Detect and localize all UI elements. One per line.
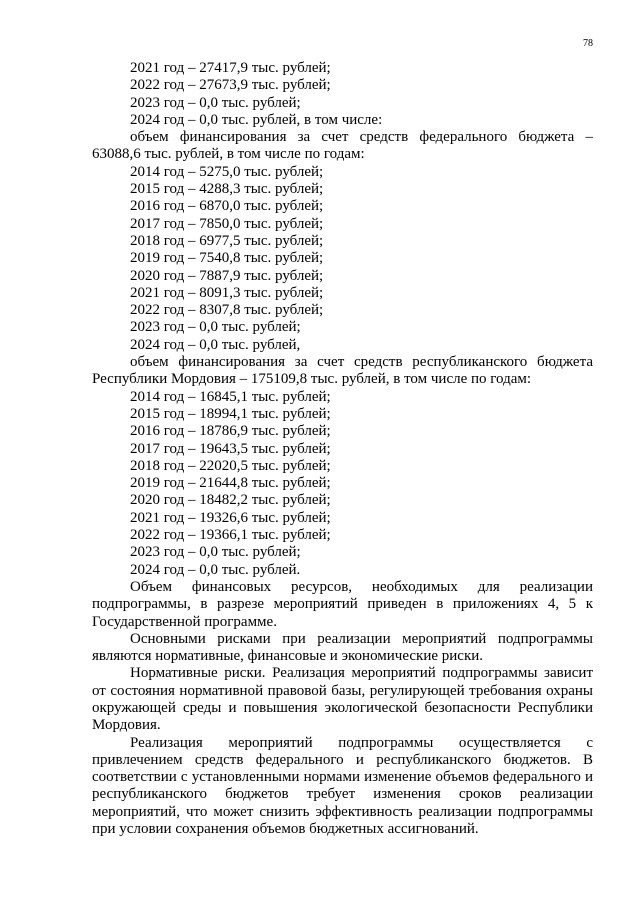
federal-year-line: 2016 год – 6870,0 тыс. рублей;: [130, 198, 324, 215]
federal-year-line: 2021 год – 8091,3 тыс. рублей;: [130, 284, 324, 301]
federal-year-line: 2014 год – 5275,0 тыс. рублей;: [130, 163, 324, 180]
normative-risks-paragraph: Нормативные риски. Реализация мероприятий подпрограммы зависит от состояния нормативной правовой базы, регулирующей требования охраны окружающей среды и повышения экологической безопасности Республики Мордовия.: [92, 665, 593, 734]
federal-year-line: 2018 год – 6977,5 тыс. рублей;: [130, 232, 324, 249]
republic-year-line: 2022 год – 19366,1 тыс. рублей;: [130, 527, 331, 544]
republic-year-line: 2014 год – 16845,1 тыс. рублей;: [130, 388, 331, 405]
document-body: [92, 60, 593, 838]
republic-year-line: 2017 год – 19643,5 тыс. рублей;: [130, 440, 331, 457]
republic-year-line: 2019 год – 21644,8 тыс. рублей;: [130, 475, 331, 492]
funding-line: 2023 год – 0,0 тыс. рублей;: [130, 94, 301, 111]
federal-year-line: 2015 год – 4288,3 тыс. рублей;: [130, 181, 324, 198]
federal-year-line: 2017 год – 7850,0 тыс. рублей;: [130, 215, 324, 232]
federal-year-line: 2023 год – 0,0 тыс. рублей;: [130, 319, 301, 336]
republic-year-line: 2023 год – 0,0 тыс. рублей;: [130, 544, 301, 561]
resources-paragraph: Объем финансовых ресурсов, необходимых для реализации подпрограммы, в разрезе мероприятий приведен в приложениях 4, 5 к Государственной программе.: [92, 578, 593, 630]
federal-year-line: 2019 год – 7540,8 тыс. рублей;: [130, 250, 324, 267]
federal-year-line: 2020 год – 7887,9 тыс. рублей;: [130, 267, 324, 284]
funding-line: 2024 год – 0,0 тыс. рублей, в том числе:: [130, 111, 383, 128]
funding-line: 2021 год – 27417,9 тыс. рублей;: [130, 60, 331, 76]
federal-budget-intro: объем финансирования за счет средств федерального бюджета – 63088,6 тыс. рублей, в том числе по годам:: [92, 129, 593, 163]
federal-year-line: 2022 год – 8307,8 тыс. рублей;: [130, 302, 324, 319]
federal-year-line: 2024 год – 0,0 тыс. рублей,: [130, 336, 301, 353]
funding-line: 2022 год – 27673,9 тыс. рублей;: [130, 77, 331, 94]
republic-year-line: 2020 год – 18482,2 тыс. рублей;: [130, 492, 331, 509]
republic-budget-intro: объем финансирования за счет средств республиканского бюджета Республики Мордовия – 175109,8 тыс. рублей, в том числе по годам:: [92, 354, 593, 388]
implementation-paragraph: Реализация мероприятий подпрограммы осуществляется с привлечением средств федерального и республиканского бюджетов. В соответствии с установленными нормами изменение объемов федерального и республиканского бюджетов требует изменения сроков реализации мероприятий, что может снизить эффективность реализации подпрограммы при условии сохранения объемов бюджетных ассигнований.: [92, 734, 593, 838]
risks-paragraph: Основными рисками при реализации мероприятий подпрограммы являются нормативные, финансовые и экономические риски.: [92, 630, 593, 665]
republic-year-line: 2018 год – 22020,5 тыс. рублей;: [130, 457, 331, 474]
page-number: 78: [583, 38, 593, 49]
republic-year-line: 2021 год – 19326,6 тыс. рублей;: [130, 509, 331, 526]
republic-year-line: 2016 год – 18786,9 тыс. рублей;: [130, 423, 331, 440]
republic-year-line: 2015 год – 18994,1 тыс. рублей;: [130, 405, 331, 422]
republic-year-line: 2024 год – 0,0 тыс. рублей.: [130, 561, 301, 578]
